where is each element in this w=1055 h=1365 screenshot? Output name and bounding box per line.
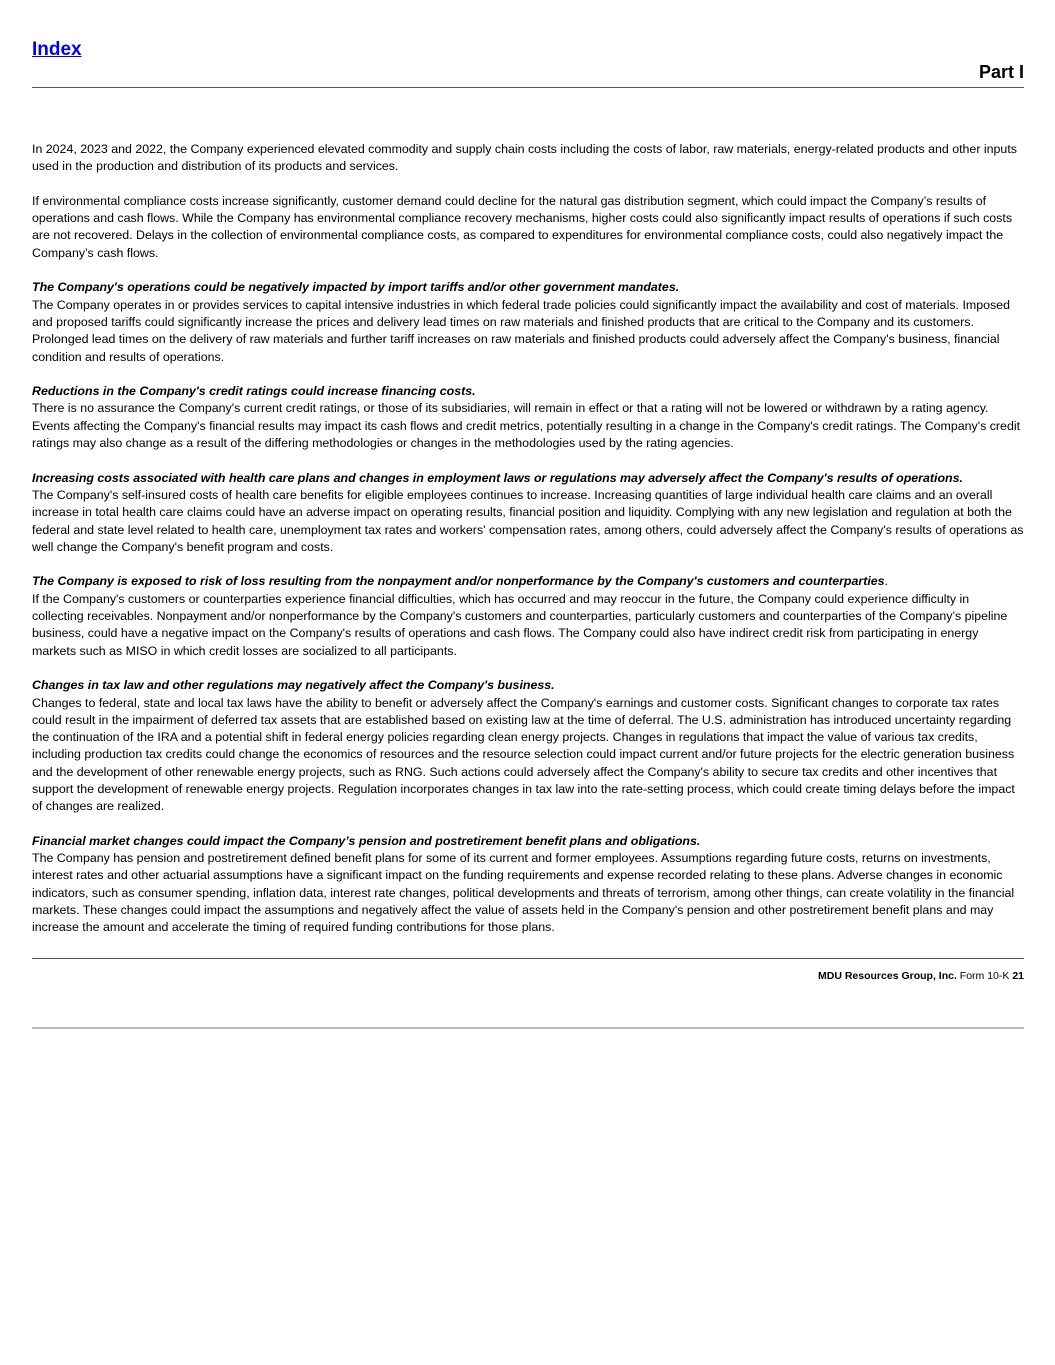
risk-section-tax-law bbox=[32, 677, 1024, 815]
part-label: Part I bbox=[978, 62, 1024, 82]
risk-heading: The Company is exposed to risk of loss resulting from the nonpayment and/or nonperformance by the Company's customers and counterparties bbox=[32, 574, 885, 589]
risk-section-counterparties bbox=[32, 573, 1024, 659]
footer-divider bbox=[32, 958, 1024, 959]
risk-section-pension bbox=[32, 833, 1024, 937]
risk-text: The Company operates in or provides services to capital intensive industries in which federal trade policies could significantly impact the availability and cost of materials. Imposed and proposed tariffs could significantly increase the prices and delivery lead times on raw materials and finished products that are critical to the Company and its customers. Prolonged lead times on the delivery of raw materials and further tariff increases on raw materials and finished products could adversely affect the Company's business, financial condition and results of operations. bbox=[32, 297, 1010, 364]
page-footer bbox=[818, 970, 1024, 982]
risk-heading: Reductions in the Company's credit ratings could increase financing costs. bbox=[32, 384, 476, 399]
risk-section-health-care bbox=[32, 470, 1024, 556]
intro-paragraph-1: In 2024, 2023 and 2022, the Company experienced elevated commodity and supply chain costs including the costs of labor, raw materials, energy-related products and other inputs used in the production and distribution of its products and services. bbox=[32, 142, 1017, 174]
risk-heading: Increasing costs associated with health care plans and changes in employment laws or regulations may adversely affect the Company's results of operations. bbox=[32, 470, 963, 485]
risk-text: The Company has pension and postretirement defined benefit plans for some of its current and former employees. Assumptions regarding future costs, returns on investments, interest rates and other actuarial assumptions have a significant impact on the funding requirements and expense recorded relating to these plans. Adverse changes in economic indicators, such as consumer spending, inflation data, interest rate changes, political developments and threats of terrorism, among other things, can create volatility in the financial markets. These changes could impact the assumptions and negatively affect the value of assets held in the Company's pension and other postretirement benefit plans and may increase the amount and accelerate the timing of required funding contributions for those plans. bbox=[32, 851, 1015, 935]
risk-text: If the Company's customers or counterparties experience financial difficulties, which has occurred and may reoccur in the future, the Company could experience difficulty in collecting receivables. Nonpayment and/or nonperformance by the Company's customers and counterparties, particularly customers and counterparties of the Company’s pipeline business, could have a negative impact on the Company's results of operations and cash flows. The Company could also have indirect credit risk from participating in energy markets such as MISO in which credit losses are socialized to all participants. bbox=[32, 591, 1008, 658]
risk-text: Changes to federal, state and local tax laws have the ability to benefit or adversely affect the Company's earnings and customer costs. Significant changes to corporate tax rates could result in the impairment of deferred tax assets that are established based on existing law at the time of deferral. The U.S. administration has introduced uncertainty regarding the continuation of the IRA and a potential shift in federal energy policies regarding clean energy projects. Changes in regulations that impact the value of various tax credits, including production tax credits could change the economics of resources and the resource selection could impact current and/or future projects for the electric generation business and the development of other renewable energy projects, such as RNG. Such actions could adversely affect the Company's ability to secure tax credits and other incentives that support the development of renewable energy projects. Regulation incorporates changes in tax law into the rate-setting process, which could create timing delays before the impact of changes are realized. bbox=[32, 695, 1015, 814]
index-link[interactable]: Index bbox=[32, 39, 82, 60]
footer-page-number: 21 bbox=[1012, 970, 1024, 982]
risk-heading: Financial market changes could impact the Company’s pension and postretirement benefit plans and obligations. bbox=[32, 833, 701, 848]
risk-heading: The Company's operations could be negatively impacted by import tariffs and/or other government mandates. bbox=[32, 280, 680, 295]
risk-heading-line bbox=[32, 573, 1024, 590]
risk-text: There is no assurance the Company's current credit ratings, or those of its subsidiaries, will remain in effect or that a rating will not be lowered or withdrawn by a rating agency. Events affecting the Company's financial results may impact its cash flows and credit metrics, potentially resulting in a change in the Company's credit ratings. The Company's credit ratings may also change as a result of the differing methodologies or changes in the methodologies used by the rating agencies. bbox=[32, 401, 1021, 451]
footer-form: Form 10-K bbox=[959, 970, 1010, 982]
risk-text: The Company's self-insured costs of health care benefits for eligible employees continues to increase. Increasing quantities of large individual health care claims and an overall increase in total health care claims could have an adverse impact on operating results, financial position and liquidity. Complying with any new legislation and regulation at both the federal and state level related to health care, unemployment tax rates and workers' compensation rates, among others, could adversely affect the Company's results of operations as well change the Company's benefit program and costs. bbox=[32, 487, 1024, 554]
risk-heading: Changes in tax law and other regulations may negatively affect the Company's business. bbox=[32, 678, 555, 693]
page-break-divider bbox=[32, 1027, 1024, 1029]
footer-company: MDU Resources Group, Inc. bbox=[818, 970, 957, 982]
document-body bbox=[32, 141, 1024, 954]
header-divider bbox=[32, 87, 1024, 88]
risk-heading-suffix: . bbox=[884, 574, 889, 589]
risk-section-tariffs bbox=[32, 279, 1024, 365]
risk-section-credit-ratings bbox=[32, 383, 1024, 452]
intro-paragraph-2: If environmental compliance costs increase significantly, customer demand could decline for the natural gas distribution segment, which could impact the Company’s results of operations and cash flows. While the Company has environmental compliance recovery mechanisms, higher costs could also significantly impact results of operations if such costs are not recovered. Delays in the collection of environmental compliance costs, as compared to expenditures for environmental compliance costs, could also negatively impact the Company’s cash flows. bbox=[32, 193, 1013, 260]
